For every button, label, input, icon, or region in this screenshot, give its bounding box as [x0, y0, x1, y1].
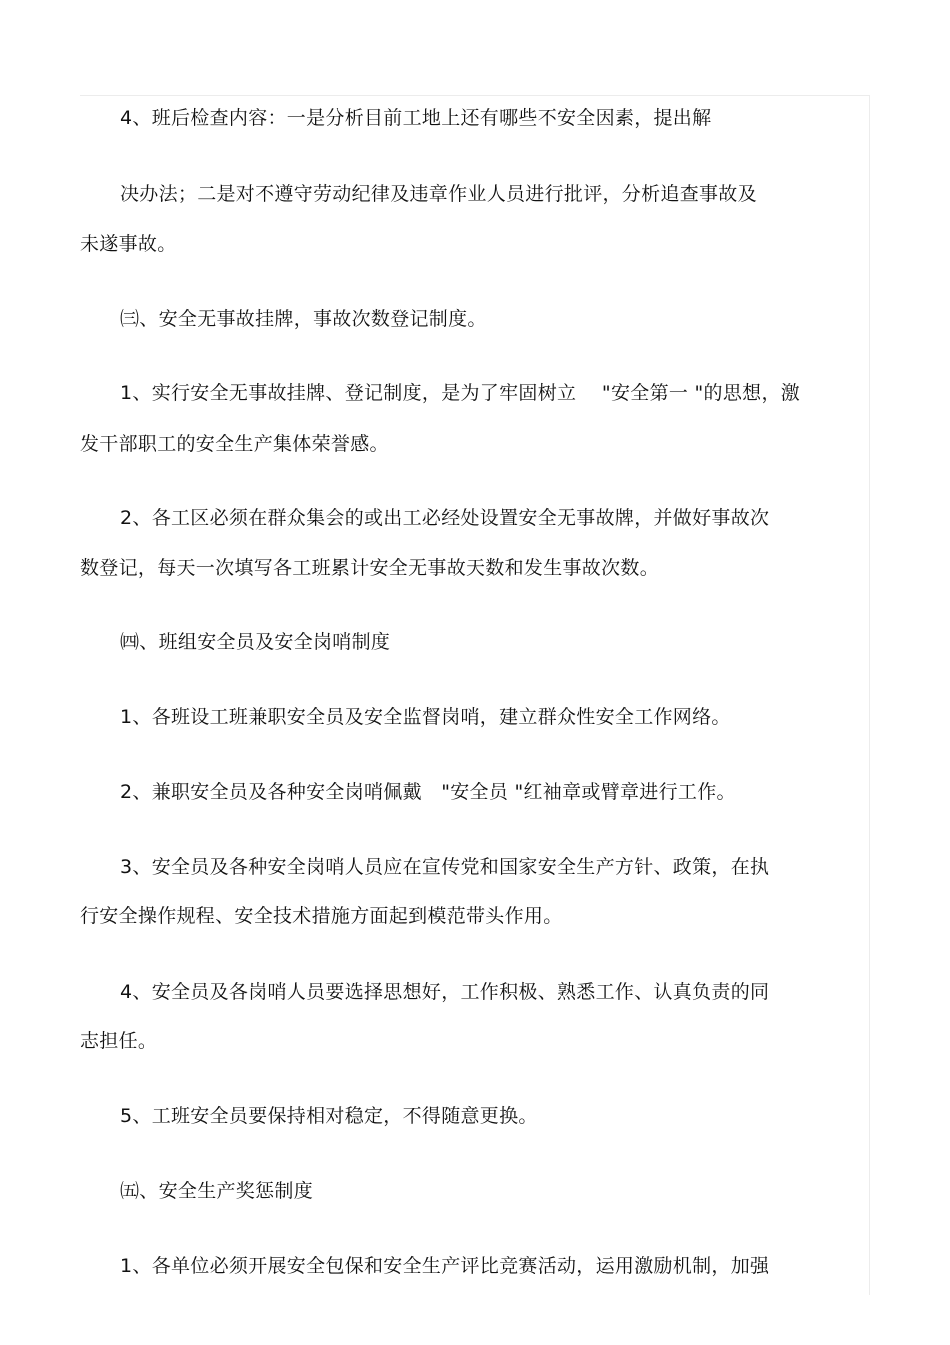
paragraph-line: 数登记，每天一次填写各工班累计安全无事故天数和发生事故次数。	[80, 557, 660, 579]
paragraph-line: 行安全操作规程、安全技术措施方面起到模范带头作用。	[80, 905, 563, 927]
section-heading: ㈢、安全无事故挂牌，事故次数登记制度。	[120, 308, 487, 330]
paragraph-line: 2、兼职安全员及各种安全岗哨佩戴 "安全员 "红袖章或臂章进行工作。	[120, 781, 736, 803]
section-heading: ㈤、安全生产奖惩制度	[120, 1180, 314, 1202]
paragraph-line: 3、安全员及各种安全岗哨人员应在宣传党和国家安全生产方针、政策，在执	[120, 856, 770, 878]
paragraph-line: 志担任。	[80, 1030, 158, 1052]
paragraph-line: 1、实行安全无事故挂牌、登记制度，是为了牢固树立 "安全第一 "的思想，激	[120, 382, 801, 404]
paragraph-line: 决办法；二是对不遵守劳动纪律及违章作业人员进行批评，分析追查事故及	[120, 183, 757, 205]
paragraph-line: 1、各单位必须开展安全包保和安全生产评比竞赛活动，运用激励机制，加强	[120, 1255, 770, 1277]
paragraph-line: 2、各工区必须在群众集会的或出工必经处设置安全无事故牌，并做好事故次	[120, 507, 770, 529]
paragraph-line: 5、工班安全员要保持相对稳定，不得随意更换。	[120, 1105, 538, 1127]
paragraph-line: 1、各班设工班兼职安全员及安全监督岗哨，建立群众性安全工作网络。	[120, 706, 731, 728]
section-heading: ㈣、班组安全员及安全岗哨制度	[120, 631, 391, 653]
paragraph-line: 未遂事故。	[80, 233, 177, 255]
paragraph-line: 4、安全员及各岗哨人员要选择思想好，工作积极、熟悉工作、认真负责的同	[120, 981, 770, 1003]
paragraph-line: 4、班后检查内容：一是分析目前工地上还有哪些不安全因素，提出解	[120, 107, 712, 129]
paragraph-line: 发干部职工的安全生产集体荣誉感。	[80, 433, 389, 455]
